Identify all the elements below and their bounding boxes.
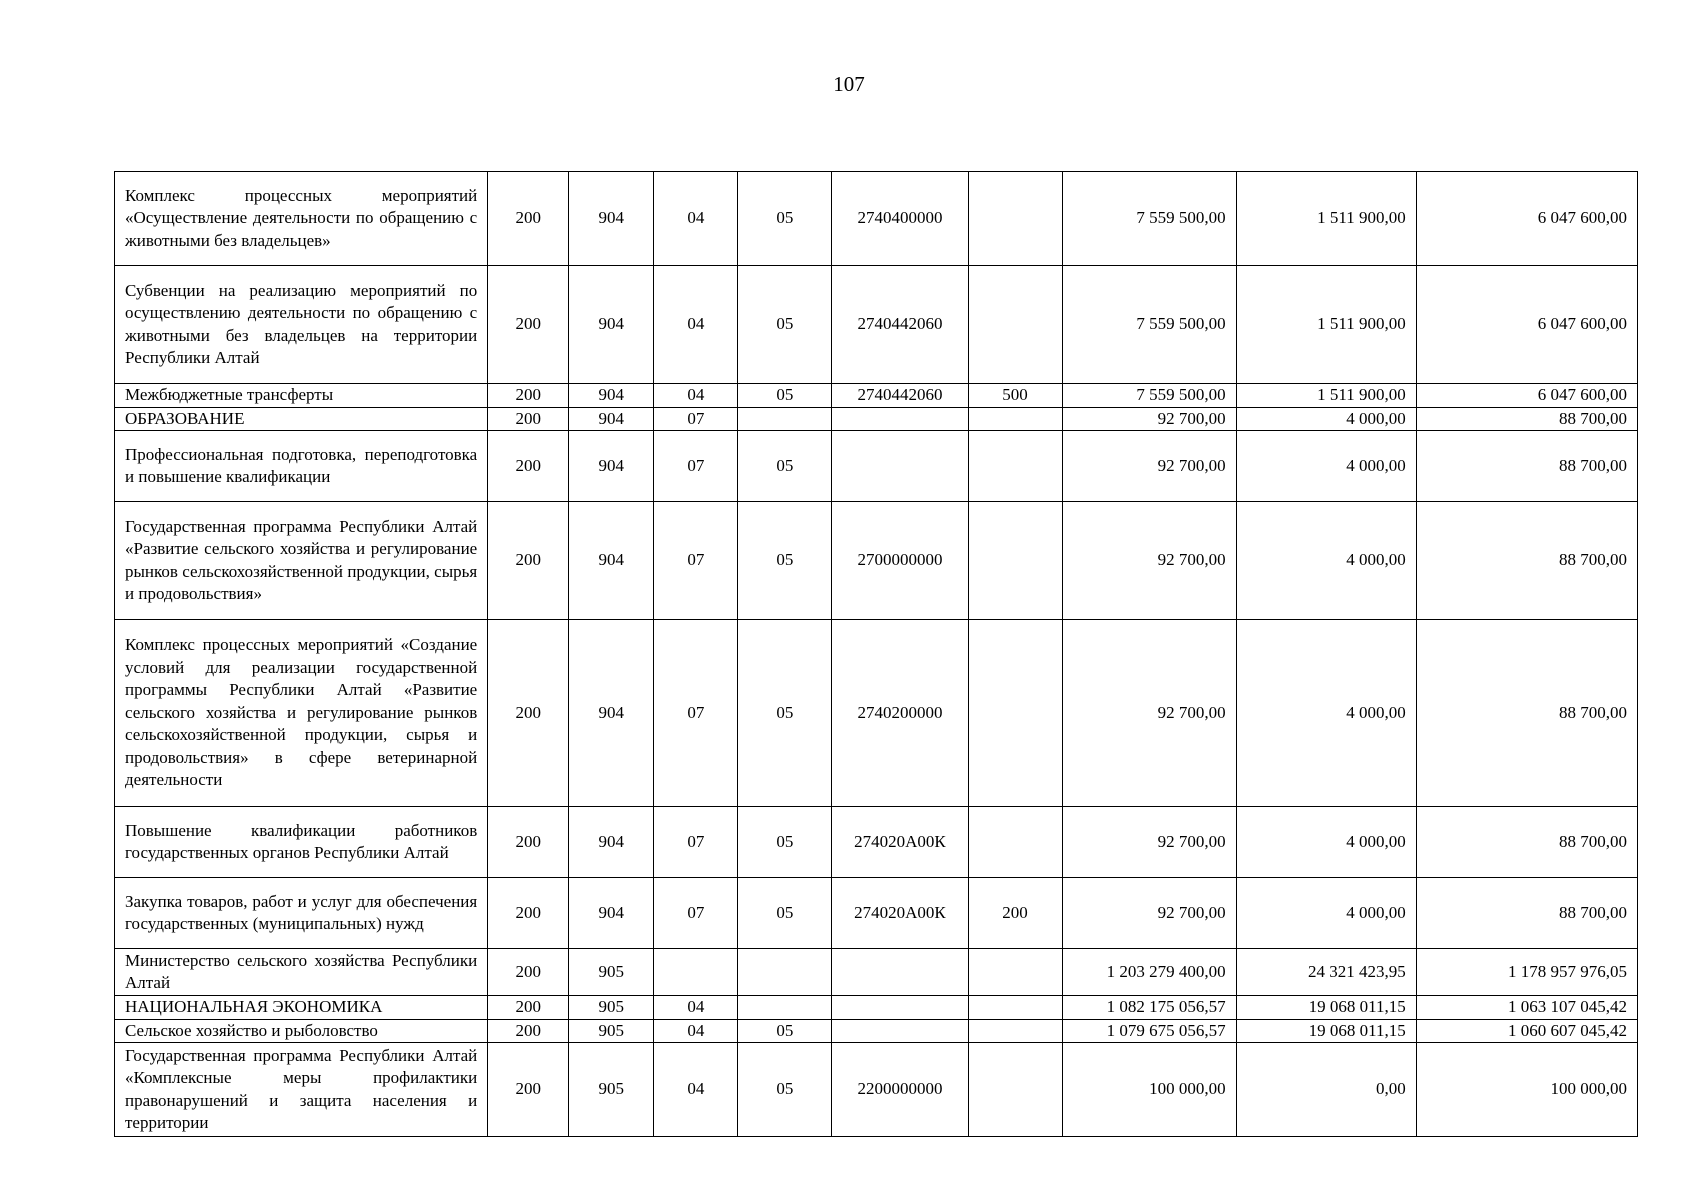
subsection-code: 05 (738, 1019, 832, 1043)
amount-executed: 1 511 900,00 (1236, 266, 1416, 384)
admin-code: 200 (488, 172, 569, 266)
section-code: 04 (654, 172, 738, 266)
table-row (115, 266, 1638, 384)
expense-type-code (968, 266, 1062, 384)
expense-type-code: 200 (968, 878, 1062, 949)
target-article-code: 2740442060 (832, 266, 968, 384)
ministry-code: 905 (569, 949, 654, 996)
row-name: Межбюджетные трансферты (115, 384, 488, 408)
ministry-code: 904 (569, 384, 654, 408)
row-name: Государственная программа Республики Алтай «Развитие сельского хозяйства и регулирование рынков сельскохозяйственной продукции, сырья и продовольствия» (115, 502, 488, 620)
budget-table (114, 171, 1638, 1137)
ministry-code: 904 (569, 407, 654, 431)
ministry-code: 904 (569, 172, 654, 266)
admin-code: 200 (488, 1043, 569, 1137)
admin-code: 200 (488, 620, 569, 807)
amount-remaining: 88 700,00 (1416, 878, 1637, 949)
admin-code: 200 (488, 949, 569, 996)
admin-code: 200 (488, 266, 569, 384)
admin-code: 200 (488, 431, 569, 502)
row-name: НАЦИОНАЛЬНАЯ ЭКОНОМИКА (115, 996, 488, 1020)
amount-remaining: 88 700,00 (1416, 502, 1637, 620)
section-code: 07 (654, 431, 738, 502)
amount-planned: 7 559 500,00 (1062, 172, 1236, 266)
amount-remaining: 88 700,00 (1416, 431, 1637, 502)
amount-executed: 4 000,00 (1236, 807, 1416, 878)
table-row (115, 172, 1638, 266)
page-number: 107 (833, 72, 865, 96)
table-row (115, 949, 1638, 996)
row-name (115, 1043, 488, 1137)
section-code: 07 (654, 502, 738, 620)
subsection-code: 05 (738, 431, 832, 502)
table-row (115, 620, 1638, 807)
row-name: Субвенции на реализацию мероприятий по осуществлению деятельности по обращению с животными без владельцев на территории Республики Алтай (115, 266, 488, 384)
amount-executed: 4 000,00 (1236, 620, 1416, 807)
amount-planned: 92 700,00 (1062, 878, 1236, 949)
amount-executed: 1 511 900,00 (1236, 172, 1416, 266)
amount-executed: 1 511 900,00 (1236, 384, 1416, 408)
subsection-code: 05 (738, 384, 832, 408)
target-article-code (832, 431, 968, 502)
expense-type-code (968, 1043, 1062, 1137)
row-name: Повышение квалификации работников государственных органов Республики Алтай (115, 807, 488, 878)
amount-planned: 92 700,00 (1062, 407, 1236, 431)
row-name: Комплекс процессных мероприятий «Осуществление деятельности по обращению с животными без владельцев» (115, 172, 488, 266)
ministry-code: 905 (569, 1043, 654, 1137)
admin-code: 200 (488, 878, 569, 949)
ministry-code: 904 (569, 502, 654, 620)
expense-type-code (968, 620, 1062, 807)
target-article-code: 274020А00К (832, 807, 968, 878)
subsection-code (738, 407, 832, 431)
row-name: Профессиональная подготовка, переподготовка и повышение квалификации (115, 431, 488, 502)
target-article-code: 2740200000 (832, 620, 968, 807)
row-name: Закупка товаров, работ и услуг для обеспечения государственных (муниципальных) нужд (115, 878, 488, 949)
table-row (115, 1019, 1638, 1043)
target-article-code: 2740400000 (832, 172, 968, 266)
ministry-code: 905 (569, 996, 654, 1020)
amount-executed: 4 000,00 (1236, 431, 1416, 502)
amount-planned: 7 559 500,00 (1062, 266, 1236, 384)
section-code: 04 (654, 1019, 738, 1043)
subsection-code: 05 (738, 807, 832, 878)
expense-type-code (968, 807, 1062, 878)
table-row (115, 502, 1638, 620)
amount-executed: 4 000,00 (1236, 502, 1416, 620)
ministry-code: 905 (569, 1019, 654, 1043)
table-row (115, 996, 1638, 1020)
ministry-code: 904 (569, 431, 654, 502)
amount-remaining: 88 700,00 (1416, 807, 1637, 878)
amount-planned: 1 203 279 400,00 (1062, 949, 1236, 996)
admin-code: 200 (488, 1019, 569, 1043)
amount-executed: 19 068 011,15 (1236, 996, 1416, 1020)
amount-executed: 19 068 011,15 (1236, 1019, 1416, 1043)
admin-code: 200 (488, 996, 569, 1020)
expense-type-code (968, 431, 1062, 502)
section-code: 04 (654, 996, 738, 1020)
admin-code: 200 (488, 807, 569, 878)
table-row (115, 1043, 1638, 1137)
table-row (115, 431, 1638, 502)
expense-type-code (968, 949, 1062, 996)
subsection-code: 05 (738, 172, 832, 266)
section-code: 07 (654, 407, 738, 431)
amount-planned: 1 082 175 056,57 (1062, 996, 1236, 1020)
subsection-code: 05 (738, 502, 832, 620)
expense-type-code (968, 407, 1062, 431)
section-code: 04 (654, 266, 738, 384)
amount-executed: 24 321 423,95 (1236, 949, 1416, 996)
expense-type-code (968, 172, 1062, 266)
table-row (115, 407, 1638, 431)
ministry-code: 904 (569, 266, 654, 384)
section-code: 07 (654, 620, 738, 807)
amount-remaining: 100 000,00 (1416, 1043, 1637, 1137)
amount-remaining: 88 700,00 (1416, 407, 1637, 431)
admin-code: 200 (488, 502, 569, 620)
amount-remaining: 1 060 607 045,42 (1416, 1019, 1637, 1043)
section-code: 04 (654, 1043, 738, 1137)
amount-remaining: 1 063 107 045,42 (1416, 996, 1637, 1020)
row-name: Сельское хозяйство и рыболовство (115, 1019, 488, 1043)
subsection-code: 05 (738, 266, 832, 384)
expense-type-code (968, 1019, 1062, 1043)
section-code (654, 949, 738, 996)
admin-code: 200 (488, 384, 569, 408)
subsection-code (738, 996, 832, 1020)
section-code: 07 (654, 878, 738, 949)
target-article-code (832, 407, 968, 431)
amount-planned: 7 559 500,00 (1062, 384, 1236, 408)
target-article-code: 2700000000 (832, 502, 968, 620)
target-article-code (832, 949, 968, 996)
row-name: Министерство сельского хозяйства Республики Алтай (115, 949, 488, 996)
section-code: 04 (654, 384, 738, 408)
amount-planned: 92 700,00 (1062, 620, 1236, 807)
ministry-code: 904 (569, 807, 654, 878)
target-article-code (832, 1019, 968, 1043)
expense-type-code: 500 (968, 384, 1062, 408)
amount-remaining: 88 700,00 (1416, 620, 1637, 807)
ministry-code: 904 (569, 620, 654, 807)
subsection-code: 05 (738, 620, 832, 807)
table-row (115, 384, 1638, 408)
expense-type-code (968, 996, 1062, 1020)
target-article-code: 274020А00К (832, 878, 968, 949)
subsection-code (738, 949, 832, 996)
amount-remaining: 1 178 957 976,05 (1416, 949, 1637, 996)
expense-type-code (968, 502, 1062, 620)
amount-remaining: 6 047 600,00 (1416, 172, 1637, 266)
amount-remaining: 6 047 600,00 (1416, 384, 1637, 408)
amount-executed: 4 000,00 (1236, 407, 1416, 431)
subsection-code: 05 (738, 1043, 832, 1137)
subsection-code: 05 (738, 878, 832, 949)
amount-planned: 92 700,00 (1062, 807, 1236, 878)
amount-planned: 100 000,00 (1062, 1043, 1236, 1137)
amount-executed: 0,00 (1236, 1043, 1416, 1137)
amount-planned: 1 079 675 056,57 (1062, 1019, 1236, 1043)
admin-code: 200 (488, 407, 569, 431)
table-row (115, 878, 1638, 949)
target-article-code: 2200000000 (832, 1043, 968, 1137)
amount-planned: 92 700,00 (1062, 431, 1236, 502)
section-code: 07 (654, 807, 738, 878)
amount-remaining: 6 047 600,00 (1416, 266, 1637, 384)
target-article-code (832, 996, 968, 1020)
amount-executed: 4 000,00 (1236, 878, 1416, 949)
row-name: Комплекс процессных мероприятий «Создание условий для реализации государственной программы Республики Алтай «Развитие сельского хозяйства и регулирование рынков сельскохозяйственной продукции, сырья и продовольствия» в сфере ветеринарной деятельности (115, 620, 488, 807)
row-name: ОБРАЗОВАНИЕ (115, 407, 488, 431)
row-name-text: Государственная программа Республики Алтай «Комплексные меры профилактики правонарушений и защита населения и территории (125, 1045, 478, 1132)
target-article-code: 2740442060 (832, 384, 968, 408)
ministry-code: 904 (569, 878, 654, 949)
table-row (115, 807, 1638, 878)
amount-planned: 92 700,00 (1062, 502, 1236, 620)
